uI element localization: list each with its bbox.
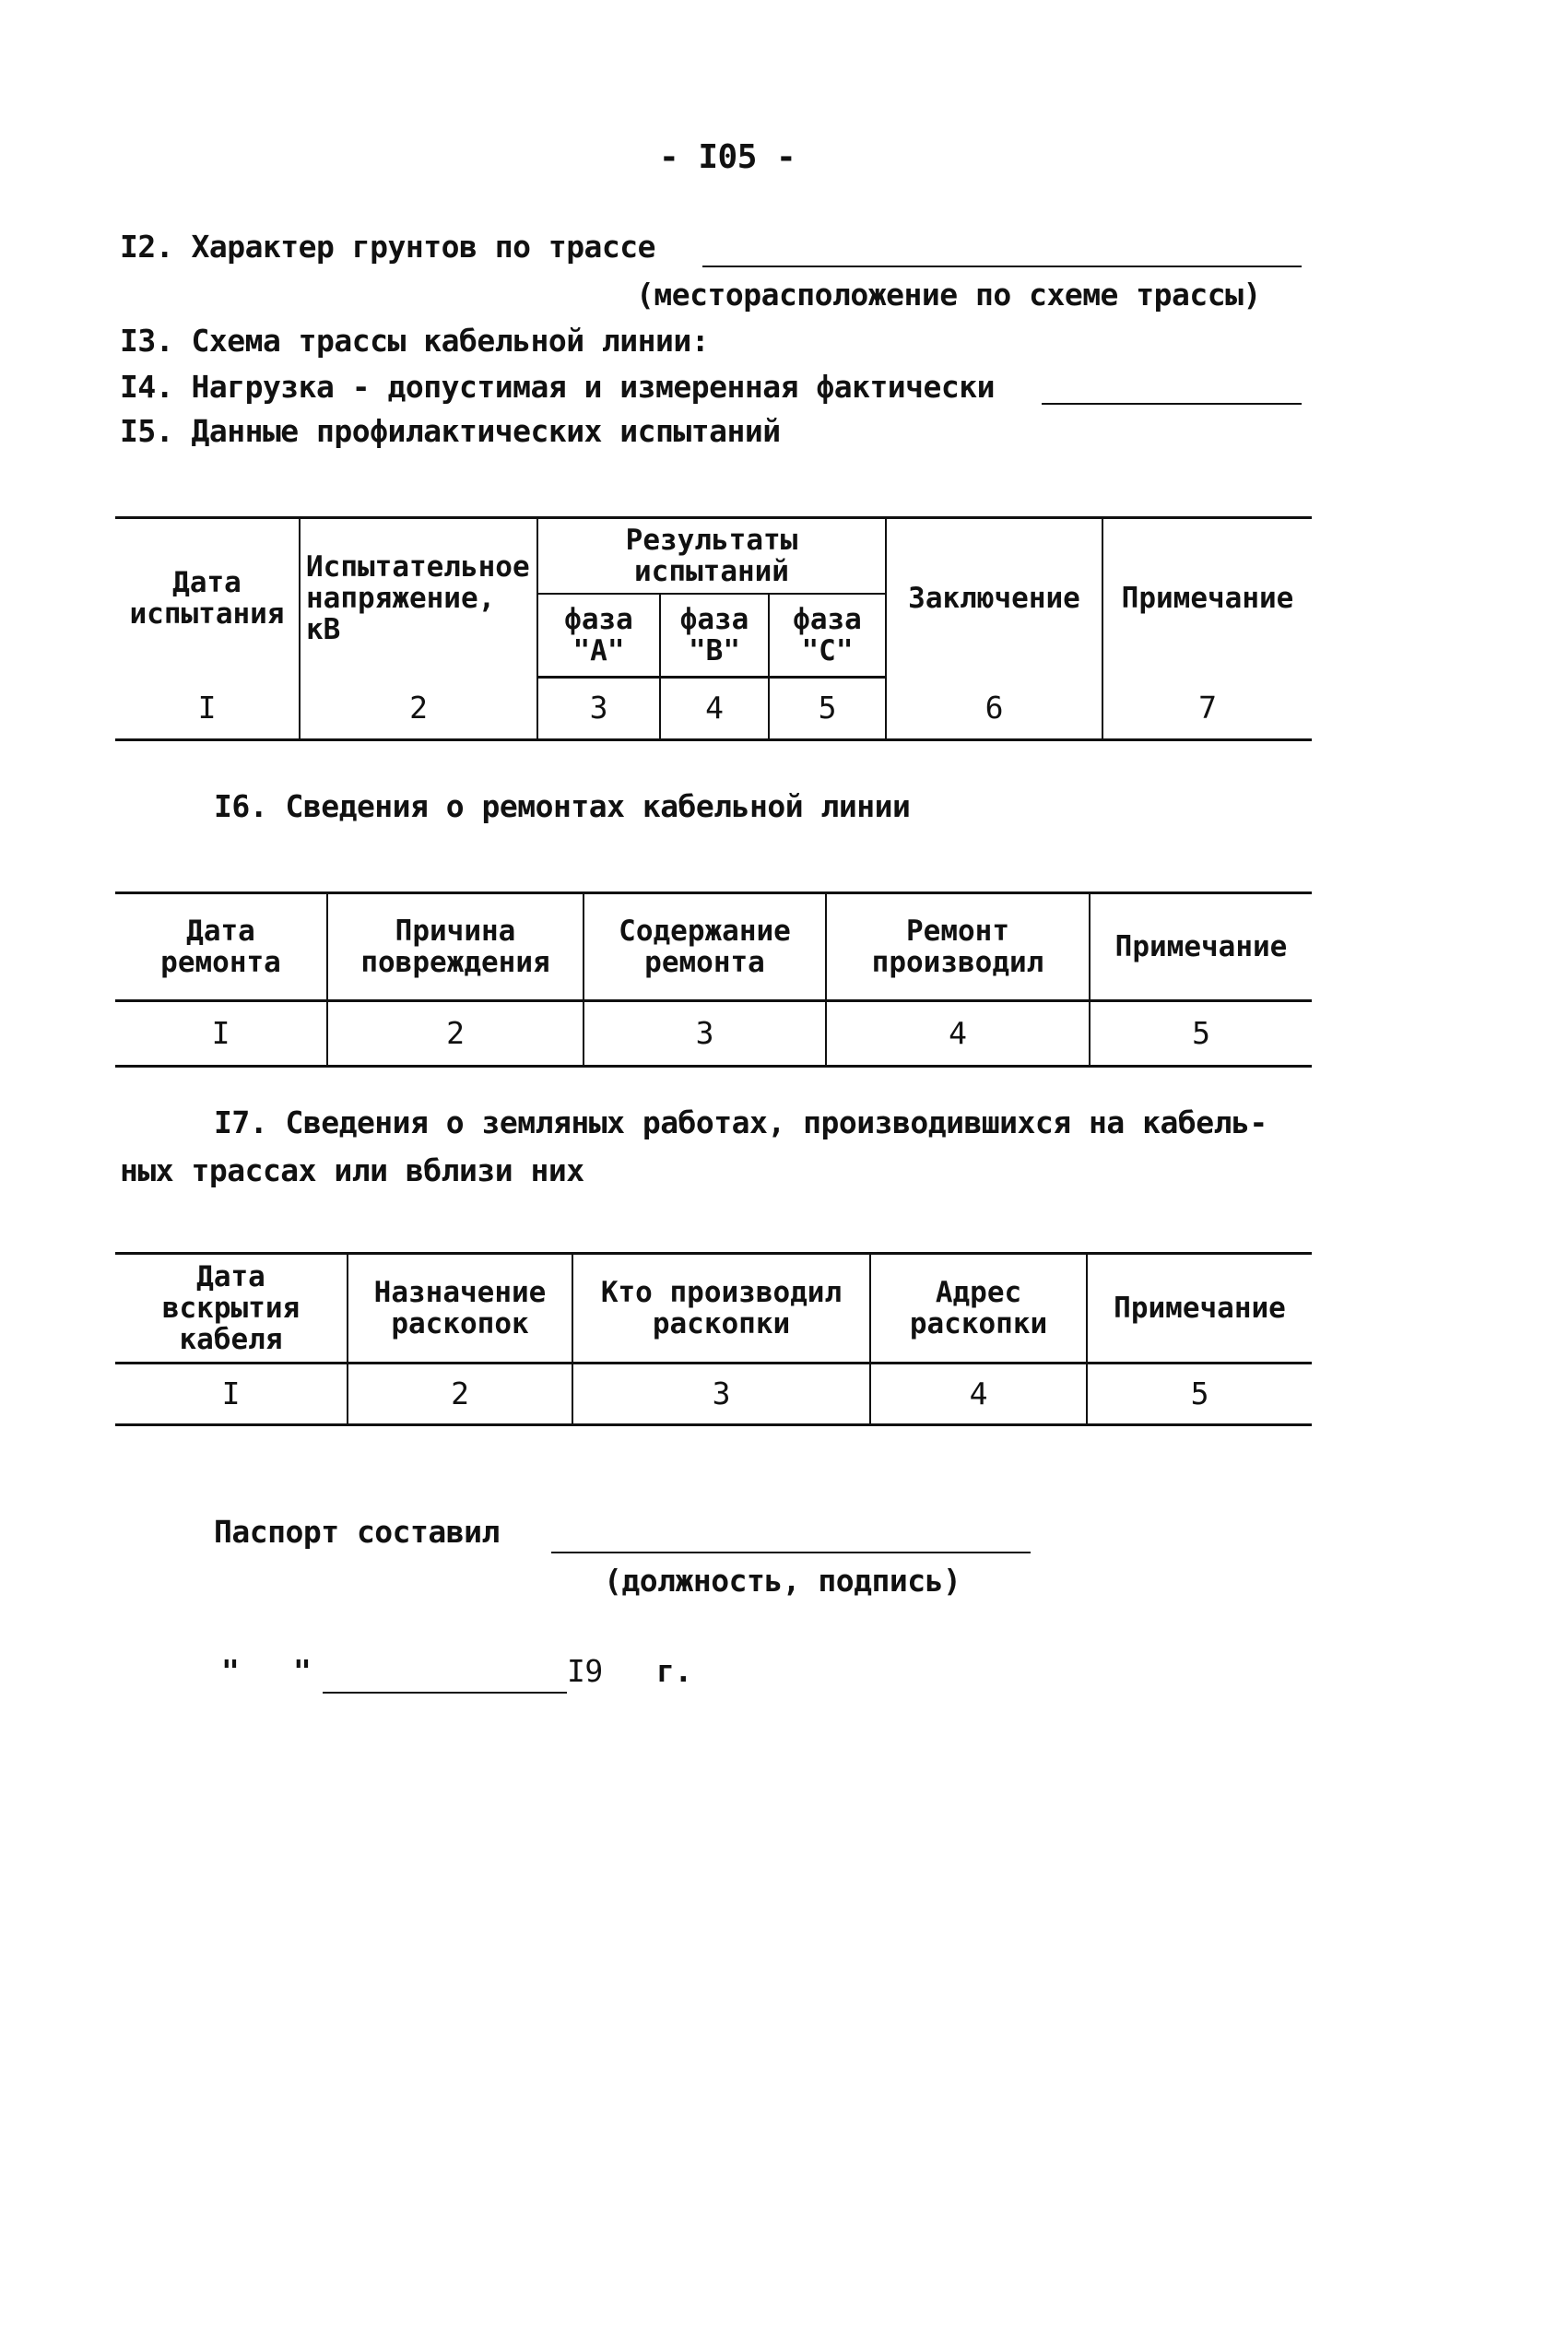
item-14: I4. Нагрузка - допустимая и измеренная фактически — [120, 369, 996, 405]
num-cell: 3 — [537, 678, 660, 740]
repairs-table — [115, 891, 1312, 1068]
item-15: I5. Данные профилактических испытаний — [120, 413, 781, 449]
section-17-line1: I7. Сведения о земляных работах, производившихся на кабель- — [214, 1104, 1267, 1140]
col-excavation-purpose: Назначение раскопок — [348, 1254, 572, 1364]
signature-blank — [551, 1552, 1031, 1553]
col-test-results: Результаты испытаний — [537, 518, 886, 595]
num-cell: 7 — [1102, 678, 1312, 740]
col-excavation-address: Адрес раскопки — [870, 1254, 1087, 1364]
year-suffix: г. — [656, 1653, 692, 1689]
num-cell: 2 — [348, 1364, 572, 1425]
col-test-voltage: Испытательное напряжение, кВ — [300, 518, 537, 678]
section-17-line2: ных трассах или вблизи них — [120, 1152, 584, 1188]
col-excavation-note: Примечание — [1087, 1254, 1312, 1364]
col-damage-cause: Причина повреждения — [327, 893, 584, 1001]
tests-table — [115, 516, 1312, 741]
num-cell: 5 — [1087, 1364, 1312, 1425]
item-12-blank — [702, 266, 1302, 267]
num-cell: 2 — [300, 678, 537, 740]
item-13: I3. Схема трассы кабельной линии: — [120, 323, 710, 359]
col-phase-c: фаза "С" — [769, 594, 886, 678]
num-cell: 5 — [1090, 1001, 1312, 1067]
num-cell: I — [115, 678, 300, 740]
section-16-title: I6. Сведения о ремонтах кабельной линии — [214, 788, 911, 824]
num-cell: 3 — [584, 1001, 826, 1067]
passport-compiled-label: Паспорт составил — [214, 1514, 500, 1550]
item-14-blank — [1042, 403, 1302, 405]
item-12: I2. Характер грунтов по трассе — [120, 229, 656, 265]
num-cell: I — [115, 1364, 348, 1425]
num-cell: 4 — [826, 1001, 1090, 1067]
col-opening-date: Дата вскрытия кабеля — [115, 1254, 348, 1364]
col-repair-content: Содержание ремонта — [584, 893, 826, 1001]
page-number: - I05 - — [659, 138, 796, 176]
col-repair-date: Дата ремонта — [115, 893, 327, 1001]
year-prefix: I9 — [567, 1653, 603, 1689]
col-test-note: Примечание — [1102, 518, 1312, 678]
num-cell: 4 — [870, 1364, 1087, 1425]
col-phase-b: фаза "В" — [660, 594, 769, 678]
date-blank — [323, 1692, 567, 1694]
col-conclusion: Заключение — [886, 518, 1102, 678]
col-phase-a: фаза "А" — [537, 594, 660, 678]
col-excavation-by: Кто производил раскопки — [572, 1254, 870, 1364]
col-test-date: Дата испытания — [115, 518, 300, 678]
num-cell: I — [115, 1001, 327, 1067]
col-repair-by: Ремонт производил — [826, 893, 1090, 1001]
date-quote-close: " — [293, 1653, 312, 1689]
num-cell: 4 — [660, 678, 769, 740]
num-cell: 2 — [327, 1001, 584, 1067]
earthworks-table — [115, 1252, 1312, 1426]
num-cell: 5 — [769, 678, 886, 740]
date-quote-open: " — [221, 1653, 240, 1689]
signature-note: (должность, подпись) — [604, 1563, 961, 1599]
num-cell: 3 — [572, 1364, 870, 1425]
col-repair-note: Примечание — [1090, 893, 1312, 1001]
num-cell: 6 — [886, 678, 1102, 740]
item-12-note: (месторасположение по схеме трассы) — [636, 277, 1261, 313]
